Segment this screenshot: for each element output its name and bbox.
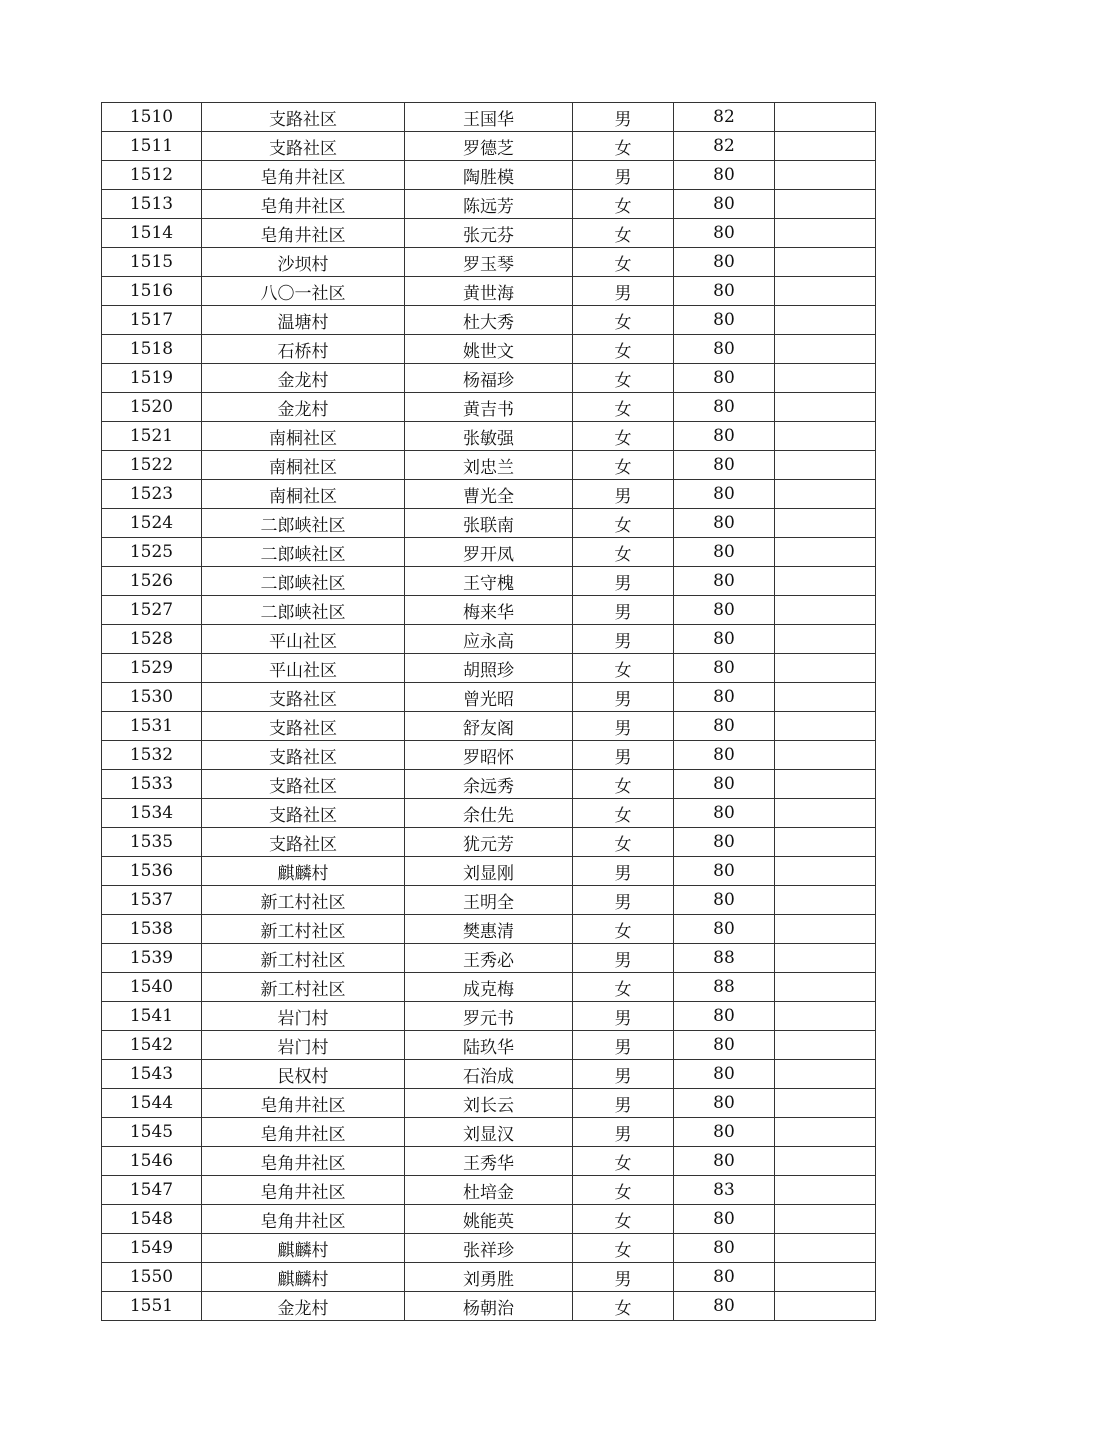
cell-remark	[775, 451, 876, 480]
cell-number: 1521	[102, 422, 202, 451]
cell-gender: 男	[573, 1031, 674, 1060]
cell-community: 二郎峡社区	[202, 596, 405, 625]
cell-number: 1515	[102, 248, 202, 277]
cell-community: 支路社区	[202, 770, 405, 799]
table-row	[102, 712, 876, 741]
cell-number: 1539	[102, 944, 202, 973]
cell-number: 1523	[102, 480, 202, 509]
cell-gender: 女	[573, 1205, 674, 1234]
cell-gender: 男	[573, 161, 674, 190]
cell-gender: 男	[573, 625, 674, 654]
cell-gender: 女	[573, 538, 674, 567]
cell-number: 1534	[102, 799, 202, 828]
cell-number: 1528	[102, 625, 202, 654]
cell-name: 舒友阁	[405, 712, 573, 741]
cell-number: 1530	[102, 683, 202, 712]
cell-gender: 女	[573, 335, 674, 364]
table-row	[102, 161, 876, 190]
cell-number: 1544	[102, 1089, 202, 1118]
cell-name: 罗玉琴	[405, 248, 573, 277]
cell-age: 80	[674, 277, 775, 306]
cell-remark	[775, 132, 876, 161]
cell-age: 88	[674, 944, 775, 973]
cell-age: 80	[674, 335, 775, 364]
cell-gender: 男	[573, 1089, 674, 1118]
table-row	[102, 596, 876, 625]
cell-age: 80	[674, 1031, 775, 1060]
cell-gender: 男	[573, 277, 674, 306]
table-row	[102, 306, 876, 335]
cell-age: 80	[674, 1292, 775, 1321]
cell-number: 1524	[102, 509, 202, 538]
cell-number: 1532	[102, 741, 202, 770]
cell-community: 支路社区	[202, 741, 405, 770]
cell-gender: 女	[573, 1292, 674, 1321]
cell-name: 罗开凤	[405, 538, 573, 567]
cell-name: 胡照珍	[405, 654, 573, 683]
roster-table	[101, 102, 876, 1321]
table-row	[102, 219, 876, 248]
cell-gender: 男	[573, 596, 674, 625]
table-row	[102, 103, 876, 132]
cell-community: 麒麟村	[202, 857, 405, 886]
cell-number: 1522	[102, 451, 202, 480]
cell-remark	[775, 306, 876, 335]
cell-age: 82	[674, 132, 775, 161]
cell-gender: 女	[573, 451, 674, 480]
cell-remark	[775, 103, 876, 132]
cell-community: 平山社区	[202, 625, 405, 654]
cell-remark	[775, 161, 876, 190]
cell-community: 皂角井社区	[202, 1205, 405, 1234]
cell-community: 支路社区	[202, 799, 405, 828]
cell-community: 皂角井社区	[202, 1089, 405, 1118]
cell-remark	[775, 712, 876, 741]
cell-community: 支路社区	[202, 683, 405, 712]
cell-community: 支路社区	[202, 132, 405, 161]
cell-age: 80	[674, 1089, 775, 1118]
cell-community: 新工村社区	[202, 886, 405, 915]
table-row	[102, 277, 876, 306]
cell-name: 杨朝治	[405, 1292, 573, 1321]
cell-name: 陈远芳	[405, 190, 573, 219]
table-row	[102, 567, 876, 596]
cell-number: 1513	[102, 190, 202, 219]
cell-number: 1536	[102, 857, 202, 886]
cell-number: 1512	[102, 161, 202, 190]
cell-gender: 男	[573, 1118, 674, 1147]
cell-age: 80	[674, 683, 775, 712]
cell-age: 80	[674, 509, 775, 538]
cell-name: 石治成	[405, 1060, 573, 1089]
cell-community: 皂角井社区	[202, 219, 405, 248]
cell-name: 王国华	[405, 103, 573, 132]
cell-community: 南桐社区	[202, 422, 405, 451]
cell-community: 皂角井社区	[202, 1118, 405, 1147]
table-row	[102, 828, 876, 857]
cell-number: 1546	[102, 1147, 202, 1176]
cell-gender: 男	[573, 741, 674, 770]
cell-remark	[775, 567, 876, 596]
table-row	[102, 654, 876, 683]
cell-remark	[775, 1263, 876, 1292]
cell-number: 1516	[102, 277, 202, 306]
cell-name: 陶胜模	[405, 161, 573, 190]
cell-number: 1518	[102, 335, 202, 364]
table-row	[102, 335, 876, 364]
table-row	[102, 1002, 876, 1031]
cell-remark	[775, 799, 876, 828]
cell-remark	[775, 944, 876, 973]
cell-name: 刘显刚	[405, 857, 573, 886]
cell-number: 1531	[102, 712, 202, 741]
cell-remark	[775, 219, 876, 248]
cell-community: 皂角井社区	[202, 1147, 405, 1176]
cell-remark	[775, 1118, 876, 1147]
cell-age: 80	[674, 1060, 775, 1089]
table-row	[102, 625, 876, 654]
cell-age: 80	[674, 538, 775, 567]
cell-gender: 女	[573, 364, 674, 393]
cell-community: 南桐社区	[202, 480, 405, 509]
cell-number: 1533	[102, 770, 202, 799]
cell-age: 82	[674, 103, 775, 132]
cell-gender: 女	[573, 1147, 674, 1176]
cell-age: 80	[674, 451, 775, 480]
cell-age: 80	[674, 219, 775, 248]
cell-gender: 女	[573, 132, 674, 161]
cell-number: 1540	[102, 973, 202, 1002]
cell-community: 南桐社区	[202, 451, 405, 480]
cell-number: 1526	[102, 567, 202, 596]
cell-name: 刘长云	[405, 1089, 573, 1118]
table-row	[102, 1263, 876, 1292]
cell-name: 王秀必	[405, 944, 573, 973]
table-row	[102, 741, 876, 770]
cell-remark	[775, 1205, 876, 1234]
table-row	[102, 190, 876, 219]
cell-community: 麒麟村	[202, 1234, 405, 1263]
cell-gender: 男	[573, 886, 674, 915]
cell-number: 1527	[102, 596, 202, 625]
cell-community: 皂角井社区	[202, 1176, 405, 1205]
cell-community: 金龙村	[202, 393, 405, 422]
cell-remark	[775, 277, 876, 306]
cell-name: 曹光全	[405, 480, 573, 509]
cell-name: 张联南	[405, 509, 573, 538]
cell-remark	[775, 1147, 876, 1176]
cell-gender: 女	[573, 828, 674, 857]
cell-remark	[775, 1089, 876, 1118]
cell-number: 1520	[102, 393, 202, 422]
cell-number: 1541	[102, 1002, 202, 1031]
cell-age: 80	[674, 712, 775, 741]
cell-age: 80	[674, 770, 775, 799]
cell-name: 梅来华	[405, 596, 573, 625]
cell-remark	[775, 480, 876, 509]
cell-age: 80	[674, 393, 775, 422]
roster-table-body	[102, 103, 876, 1321]
table-row	[102, 886, 876, 915]
cell-age: 80	[674, 364, 775, 393]
cell-remark	[775, 741, 876, 770]
cell-gender: 男	[573, 1002, 674, 1031]
cell-number: 1519	[102, 364, 202, 393]
cell-remark	[775, 509, 876, 538]
cell-community: 新工村社区	[202, 973, 405, 1002]
cell-remark	[775, 683, 876, 712]
table-row	[102, 799, 876, 828]
cell-remark	[775, 857, 876, 886]
cell-gender: 女	[573, 219, 674, 248]
cell-name: 樊惠清	[405, 915, 573, 944]
cell-name: 余远秀	[405, 770, 573, 799]
cell-name: 姚能英	[405, 1205, 573, 1234]
cell-remark	[775, 770, 876, 799]
table-row	[102, 451, 876, 480]
table-row	[102, 422, 876, 451]
cell-name: 张敏强	[405, 422, 573, 451]
cell-age: 80	[674, 422, 775, 451]
cell-number: 1549	[102, 1234, 202, 1263]
cell-community: 金龙村	[202, 364, 405, 393]
cell-gender: 男	[573, 1263, 674, 1292]
cell-number: 1514	[102, 219, 202, 248]
cell-gender: 男	[573, 683, 674, 712]
cell-community: 皂角井社区	[202, 190, 405, 219]
cell-remark	[775, 973, 876, 1002]
cell-age: 80	[674, 480, 775, 509]
cell-age: 80	[674, 1205, 775, 1234]
cell-age: 80	[674, 248, 775, 277]
cell-name: 罗昭怀	[405, 741, 573, 770]
cell-gender: 女	[573, 422, 674, 451]
cell-age: 80	[674, 161, 775, 190]
cell-name: 犹元芳	[405, 828, 573, 857]
cell-number: 1551	[102, 1292, 202, 1321]
cell-number: 1511	[102, 132, 202, 161]
table-row	[102, 1060, 876, 1089]
cell-age: 80	[674, 1147, 775, 1176]
cell-number: 1525	[102, 538, 202, 567]
table-row	[102, 248, 876, 277]
cell-gender: 男	[573, 567, 674, 596]
table-row	[102, 1089, 876, 1118]
cell-remark	[775, 1176, 876, 1205]
cell-community: 皂角井社区	[202, 161, 405, 190]
cell-age: 80	[674, 625, 775, 654]
cell-remark	[775, 1002, 876, 1031]
cell-age: 88	[674, 973, 775, 1002]
cell-community: 新工村社区	[202, 915, 405, 944]
cell-age: 80	[674, 886, 775, 915]
cell-name: 杜培金	[405, 1176, 573, 1205]
table-row	[102, 944, 876, 973]
cell-age: 80	[674, 596, 775, 625]
cell-age: 80	[674, 857, 775, 886]
table-row	[102, 1234, 876, 1263]
cell-number: 1550	[102, 1263, 202, 1292]
cell-remark	[775, 886, 876, 915]
cell-gender: 女	[573, 654, 674, 683]
cell-remark	[775, 1060, 876, 1089]
cell-community: 石桥村	[202, 335, 405, 364]
cell-gender: 女	[573, 190, 674, 219]
cell-community: 八〇一社区	[202, 277, 405, 306]
cell-community: 支路社区	[202, 712, 405, 741]
cell-name: 杨福珍	[405, 364, 573, 393]
cell-remark	[775, 1292, 876, 1321]
table-row	[102, 770, 876, 799]
cell-remark	[775, 538, 876, 567]
cell-name: 王明全	[405, 886, 573, 915]
table-row	[102, 1292, 876, 1321]
cell-number: 1547	[102, 1176, 202, 1205]
cell-community: 沙坝村	[202, 248, 405, 277]
cell-remark	[775, 1234, 876, 1263]
cell-community: 岩门村	[202, 1002, 405, 1031]
table-row	[102, 1147, 876, 1176]
cell-name: 王守槐	[405, 567, 573, 596]
cell-gender: 男	[573, 1060, 674, 1089]
cell-name: 黄世海	[405, 277, 573, 306]
table-row	[102, 480, 876, 509]
cell-name: 王秀华	[405, 1147, 573, 1176]
cell-age: 80	[674, 190, 775, 219]
table-row	[102, 915, 876, 944]
cell-remark	[775, 190, 876, 219]
cell-gender: 女	[573, 248, 674, 277]
table-row	[102, 393, 876, 422]
cell-age: 80	[674, 654, 775, 683]
cell-name: 刘显汉	[405, 1118, 573, 1147]
cell-community: 二郎峡社区	[202, 567, 405, 596]
cell-gender: 女	[573, 915, 674, 944]
cell-age: 80	[674, 1263, 775, 1292]
cell-remark	[775, 393, 876, 422]
cell-name: 刘勇胜	[405, 1263, 573, 1292]
cell-community: 二郎峡社区	[202, 509, 405, 538]
table-row	[102, 683, 876, 712]
table-row	[102, 1205, 876, 1234]
cell-gender: 女	[573, 393, 674, 422]
cell-gender: 女	[573, 1234, 674, 1263]
cell-gender: 男	[573, 712, 674, 741]
cell-community: 新工村社区	[202, 944, 405, 973]
cell-number: 1510	[102, 103, 202, 132]
cell-community: 支路社区	[202, 103, 405, 132]
cell-community: 支路社区	[202, 828, 405, 857]
cell-remark	[775, 828, 876, 857]
cell-age: 80	[674, 1002, 775, 1031]
table-row	[102, 1176, 876, 1205]
cell-age: 80	[674, 741, 775, 770]
cell-age: 80	[674, 306, 775, 335]
cell-gender: 男	[573, 857, 674, 886]
cell-name: 陆玖华	[405, 1031, 573, 1060]
cell-community: 金龙村	[202, 1292, 405, 1321]
cell-gender: 男	[573, 480, 674, 509]
cell-age: 80	[674, 567, 775, 596]
cell-number: 1537	[102, 886, 202, 915]
table-row	[102, 509, 876, 538]
cell-name: 曾光昭	[405, 683, 573, 712]
cell-number: 1538	[102, 915, 202, 944]
cell-age: 80	[674, 1118, 775, 1147]
cell-remark	[775, 364, 876, 393]
cell-remark	[775, 625, 876, 654]
cell-community: 岩门村	[202, 1031, 405, 1060]
cell-name: 应永高	[405, 625, 573, 654]
cell-remark	[775, 248, 876, 277]
cell-community: 民权村	[202, 1060, 405, 1089]
cell-name: 姚世文	[405, 335, 573, 364]
cell-community: 温塘村	[202, 306, 405, 335]
cell-gender: 女	[573, 1176, 674, 1205]
cell-gender: 男	[573, 103, 674, 132]
cell-number: 1543	[102, 1060, 202, 1089]
cell-community: 二郎峡社区	[202, 538, 405, 567]
table-row	[102, 132, 876, 161]
cell-remark	[775, 596, 876, 625]
table-row	[102, 1031, 876, 1060]
cell-name: 余仕先	[405, 799, 573, 828]
cell-number: 1535	[102, 828, 202, 857]
cell-gender: 女	[573, 306, 674, 335]
cell-age: 80	[674, 915, 775, 944]
cell-age: 80	[674, 828, 775, 857]
cell-name: 张祥珍	[405, 1234, 573, 1263]
table-row	[102, 857, 876, 886]
table-row	[102, 1118, 876, 1147]
cell-gender: 女	[573, 799, 674, 828]
cell-community: 平山社区	[202, 654, 405, 683]
cell-number: 1548	[102, 1205, 202, 1234]
cell-number: 1529	[102, 654, 202, 683]
cell-name: 杜大秀	[405, 306, 573, 335]
cell-age: 83	[674, 1176, 775, 1205]
cell-community: 麒麟村	[202, 1263, 405, 1292]
cell-remark	[775, 335, 876, 364]
cell-name: 刘忠兰	[405, 451, 573, 480]
table-row	[102, 973, 876, 1002]
cell-age: 80	[674, 1234, 775, 1263]
cell-name: 罗元书	[405, 1002, 573, 1031]
cell-gender: 女	[573, 509, 674, 538]
cell-gender: 女	[573, 770, 674, 799]
table-row	[102, 364, 876, 393]
cell-number: 1517	[102, 306, 202, 335]
cell-gender: 女	[573, 973, 674, 1002]
cell-number: 1542	[102, 1031, 202, 1060]
cell-name: 成克梅	[405, 973, 573, 1002]
cell-remark	[775, 422, 876, 451]
cell-remark	[775, 915, 876, 944]
table-row	[102, 538, 876, 567]
cell-remark	[775, 654, 876, 683]
cell-name: 黄吉书	[405, 393, 573, 422]
cell-number: 1545	[102, 1118, 202, 1147]
cell-remark	[775, 1031, 876, 1060]
cell-name: 罗德芝	[405, 132, 573, 161]
cell-age: 80	[674, 799, 775, 828]
cell-gender: 男	[573, 944, 674, 973]
cell-name: 张元芬	[405, 219, 573, 248]
